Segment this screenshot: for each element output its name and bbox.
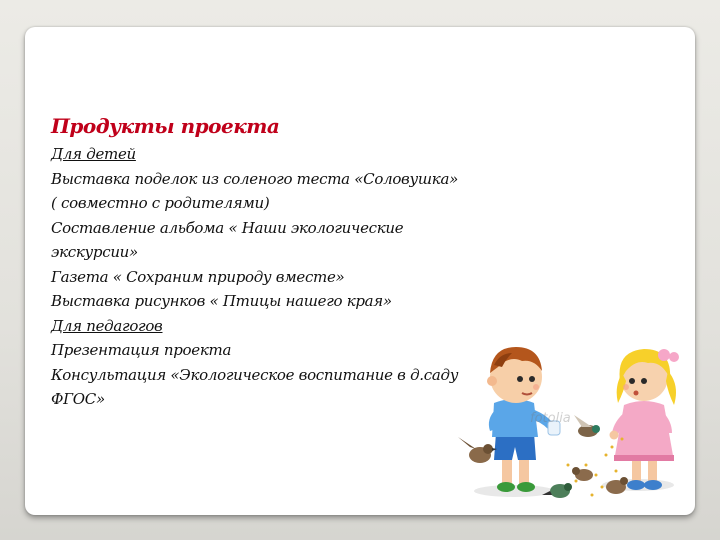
bird-flying (574, 415, 600, 437)
watermark-text: fotolia (530, 411, 571, 426)
girl-figure (610, 349, 680, 490)
text-line: экскурсии» (51, 243, 138, 261)
text-line: Составление альбома « Наши экологические (51, 218, 404, 237)
text-line: Газета « Сохраним природу вместе» (51, 267, 345, 286)
slide-title: Продукты проекта (51, 114, 280, 138)
text-line: ФГОС» (51, 390, 105, 408)
section-heading-children: Для детей (51, 145, 136, 163)
text-line: Презентация проекта (51, 341, 232, 359)
text-line: Консультация «Экологическое воспитание в д.саду (51, 365, 459, 384)
text-line: ( совместно с родителями) (51, 194, 270, 212)
bird-ground-2 (572, 467, 593, 481)
slide-text-block (51, 111, 459, 412)
text-line: Выставка поделок из соленого теста «Соловушка» (51, 169, 458, 188)
slide (25, 27, 695, 515)
bird-left (458, 437, 497, 463)
section-heading-teachers: Для педагогов (51, 316, 163, 335)
text-line: Выставка рисунков « Птицы нашего края» (51, 292, 392, 310)
